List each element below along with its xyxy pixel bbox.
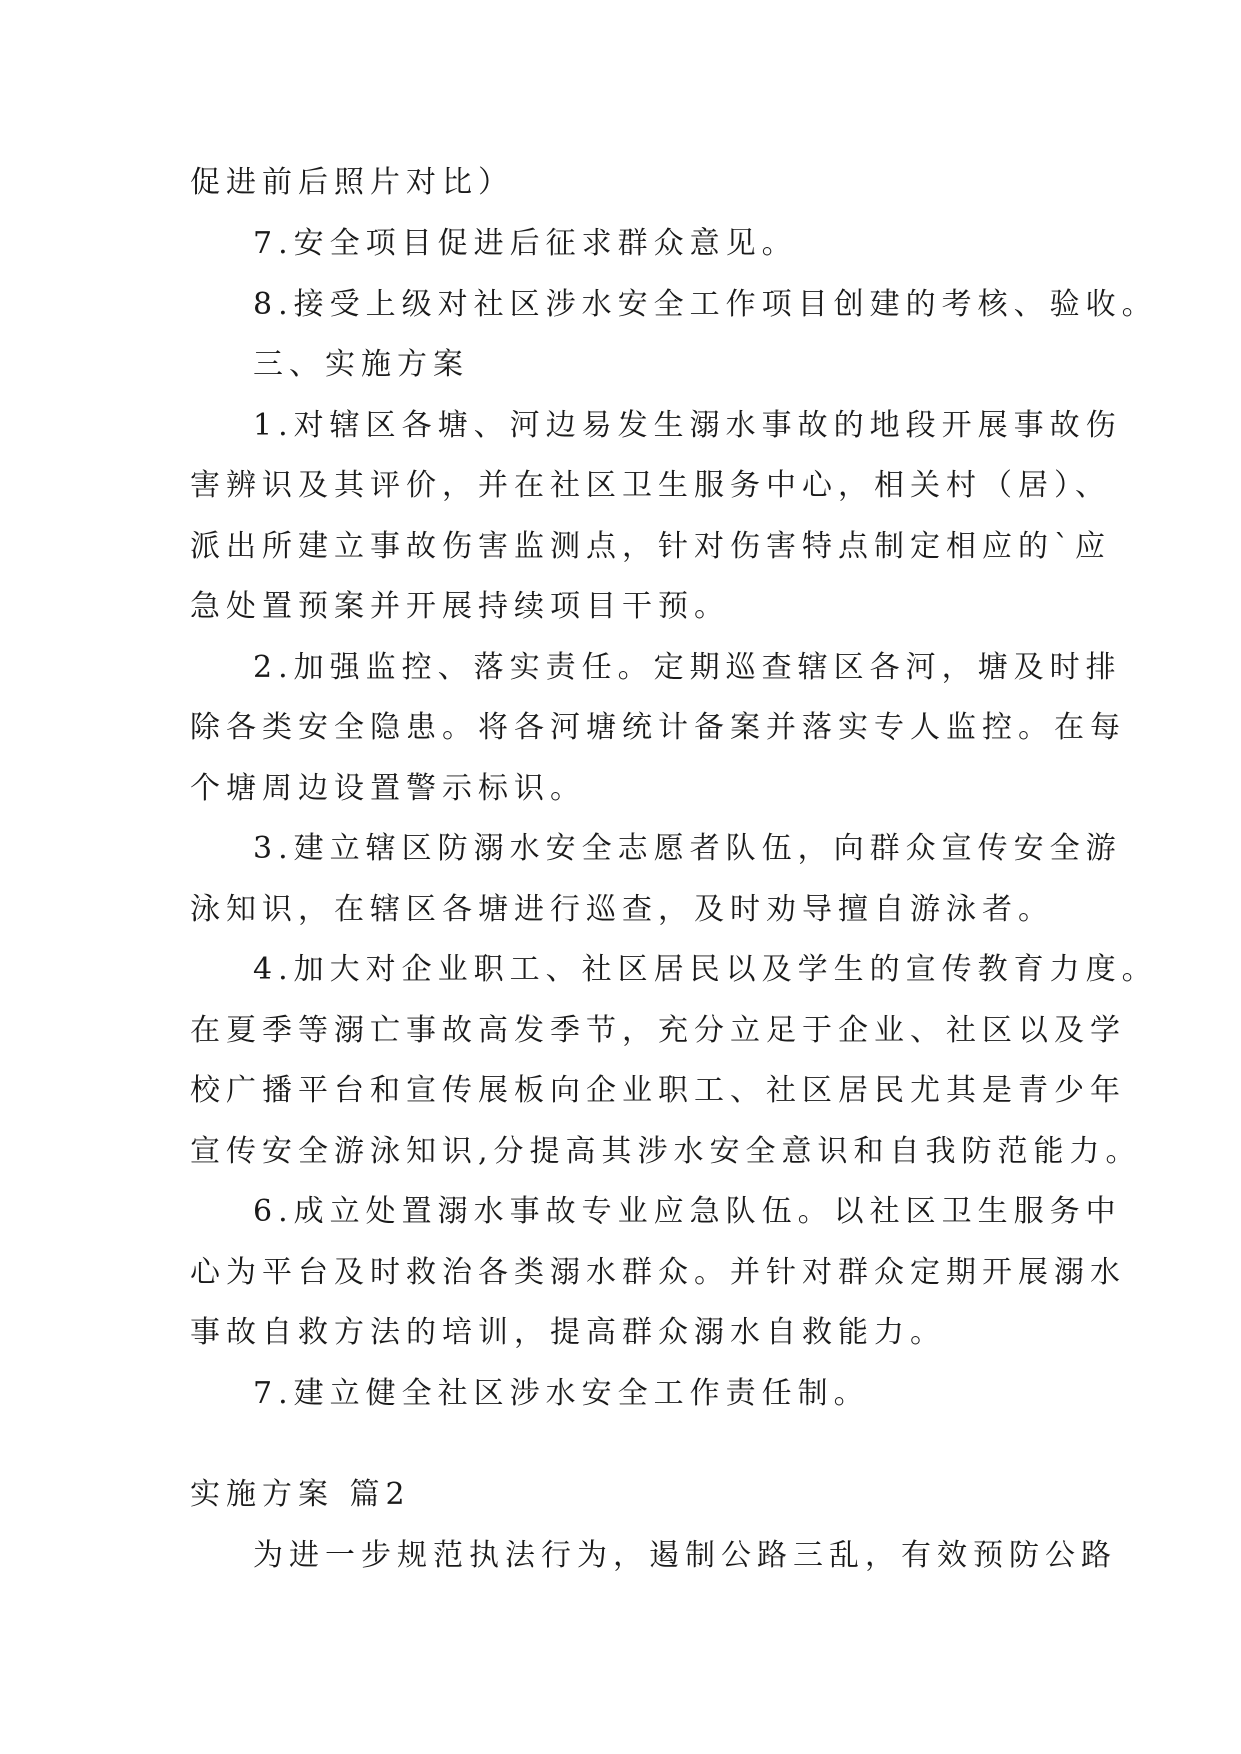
text-line: 派出所建立事故伤害监测点，针对伤害特点制定相应的`应 [190, 529, 1111, 564]
text-line: 1.对辖区各塘、河边易发生溺水事故的地段开展事故伤 [253, 408, 1122, 443]
text-line: 3.建立辖区防溺水安全志愿者队伍，向群众宣传安全游 [253, 831, 1122, 866]
text-line: 事故自救方法的培训，提高群众溺水自救能力。 [190, 1315, 946, 1350]
text-line: 7.安全项目促进后征求群众意见。 [253, 226, 798, 261]
text-line: 4.加大对企业职工、社区居民以及学生的宣传教育力度。 [253, 952, 1158, 987]
text-line: 除各类安全隐患。将各河塘统计备案并落实专人监控。在每 [190, 710, 1126, 745]
text-line: 在夏季等溺亡事故高发季节，充分立足于企业、社区以及学 [190, 1013, 1126, 1048]
text-line: 心为平台及时救治各类溺水群众。并针对群众定期开展溺水 [190, 1255, 1126, 1290]
section-heading: 三、实施方案 [253, 347, 469, 382]
text-line: 为进一步规范执法行为，遏制公路三乱，有效预防公路 [253, 1538, 1117, 1573]
text-line: 泳知识，在辖区各塘进行巡查，及时劝导擅自游泳者。 [190, 892, 1054, 927]
text-line: 2.加强监控、落实责任。定期巡查辖区各河，塘及时排 [253, 650, 1122, 685]
section-title: 实施方案 篇2 [190, 1477, 411, 1512]
text-line: 害辨识及其评价，并在社区卫生服务中心，相关村（居）、 [190, 468, 1111, 503]
text-line: 个塘周边设置警示标识。 [190, 771, 586, 806]
text-line: 促进前后照片对比） [190, 165, 514, 200]
text-line: 8.接受上级对社区涉水安全工作项目创建的考核、验收。 [253, 287, 1158, 322]
text-line: 7.建立健全社区涉水安全工作责任制。 [253, 1376, 870, 1411]
text-line: 校广播平台和宣传展板向企业职工、社区居民尤其是青少年 [190, 1073, 1126, 1108]
text-line: 宣传安全游泳知识,分提高其涉水安全意识和自我防范能力。 [190, 1134, 1142, 1169]
text-line: 急处置预案并开展持续项目干预。 [190, 589, 730, 624]
text-line: 6.成立处置溺水事故专业应急队伍。以社区卫生服务中 [253, 1194, 1122, 1229]
